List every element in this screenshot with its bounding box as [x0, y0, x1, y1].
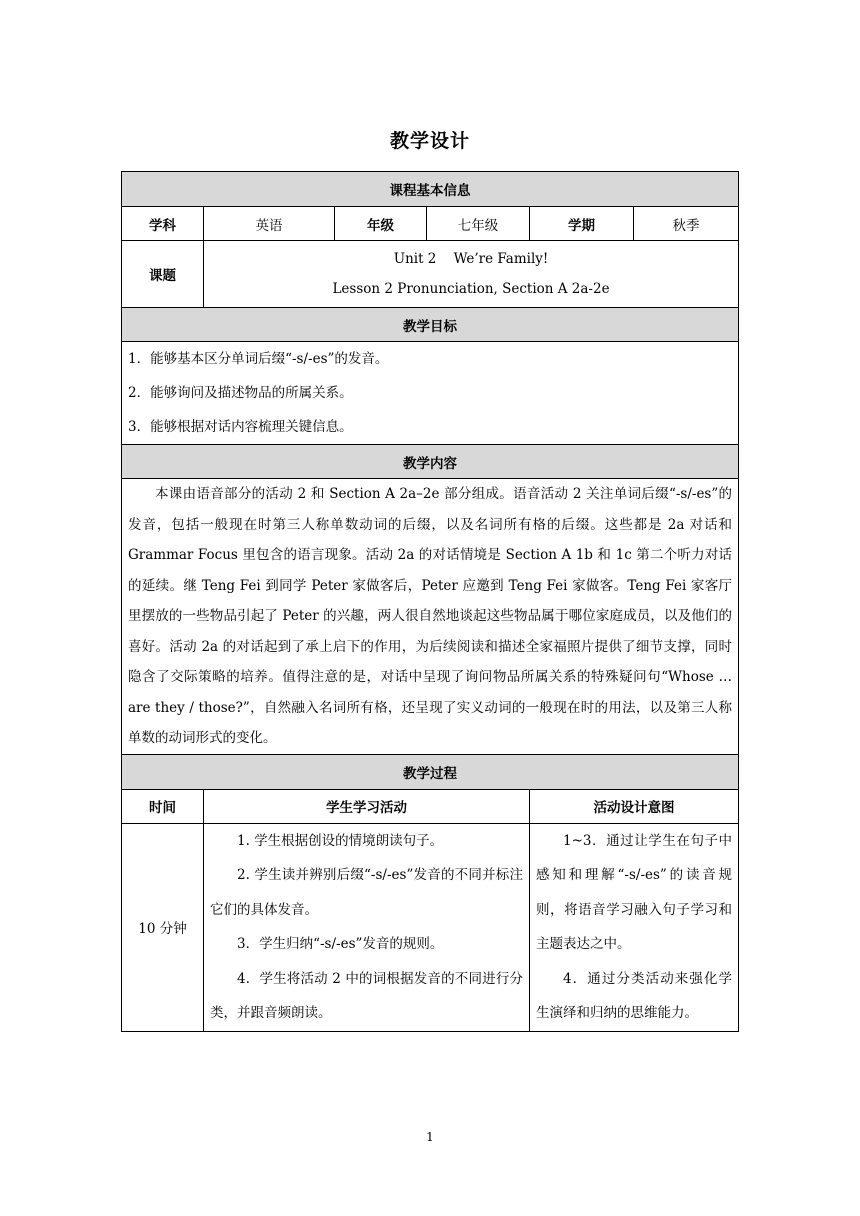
intent-column-header: 活动设计意图 [530, 789, 739, 823]
content-body [122, 479, 739, 755]
objectives-list [122, 342, 739, 445]
topic-label: 课题 [122, 241, 204, 308]
activity-column-header: 学生学习活动 [204, 789, 530, 823]
subject-value: 英语 [204, 207, 335, 241]
subject-label: 学科 [122, 207, 204, 241]
time-value: 10 分钟 [122, 823, 204, 1031]
activity-item: 3．学生归纳“-s/-es”发音的规则。 [237, 936, 444, 952]
objective-item: 2．能够询问及描述物品的所属关系。 [128, 385, 353, 401]
activity-list [204, 823, 530, 1031]
grade-label: 年级 [335, 207, 427, 241]
content-paragraph: 本课由语音部分的活动 2 和 Section A 2a–2e 部分组成。语音活动 2 关注单词后缀“-s/-es”的发音，包括一般现在时第三人称单数动词的后缀，以及名词所有格的后缀。这些都是 2a 对话和 Grammar Focus 里包含的语言现象。活动 2a 的对话情境是 Section A 1b 和 1c 第二个听力对话的延续。继 Teng Fei 到同学 Peter 家做客后，Peter 应邀到 Teng Fei 家做客。Teng Fei 家客厅里摆放的一些物品引起了 Peter 的兴趣，两人很自然地谈起这些物品属于哪位家庭成员，以及他们的喜好。活动 2a 的对话起到了承上启下的作用，为后续阅读和描述全家福照片提供了细节支撑，同时隐含了交际策略的培养。值得注意的是，对话中呈现了询问物品所属关系的特殊疑问句“Whose … are they / those?”，自然融入名词所有格，还呈现了实义动词的一般现在时的用法，以及第三人称单数的动词形式的变化。 [128, 486, 733, 746]
objective-item: 1．能够基本区分单词后缀“-s/-es”的发音。 [128, 351, 389, 367]
topic-line-2: Lesson 2 Pronunciation, Section A 2a-2e [332, 281, 610, 297]
topic-line-1: Unit 2 We’re Family! [393, 251, 549, 267]
process-header: 教学过程 [122, 754, 739, 789]
term-value: 秋季 [634, 207, 739, 241]
page-number: 1 [426, 1130, 434, 1144]
content-header: 教学内容 [122, 445, 739, 479]
objectives-header: 教学目标 [122, 308, 739, 342]
term-label: 学期 [530, 207, 634, 241]
time-column-header: 时间 [122, 789, 204, 823]
objective-item: 3．能够根据对话内容梳理关键信息。 [128, 419, 353, 435]
basic-info-header: 课程基本信息 [122, 172, 739, 207]
intent-item: 4．通过分类活动来强化学生演绎和归纳的思维能力。 [536, 970, 733, 1021]
activity-item: 1. 学生根据创设的情境朗读句子。 [237, 832, 444, 849]
topic-value [204, 241, 739, 308]
intent-list [530, 823, 739, 1031]
grade-value: 七年级 [427, 207, 530, 241]
activity-item: 4．学生将活动 2 中的词根据发音的不同进行分类，并跟音频朗读。 [210, 970, 523, 1021]
lesson-plan-table [121, 171, 739, 1032]
intent-item: 1~3．通过让学生在句子中感知和理解“-s/-es”的读音规则，将语音学习融入句子学习和主题表达之中。 [536, 832, 733, 952]
document-title: 教学设计 [389, 130, 470, 152]
activity-item: 2. 学生读并辨别后缀“-s/-es”发音的不同并标注它们的具体发音。 [210, 867, 523, 918]
